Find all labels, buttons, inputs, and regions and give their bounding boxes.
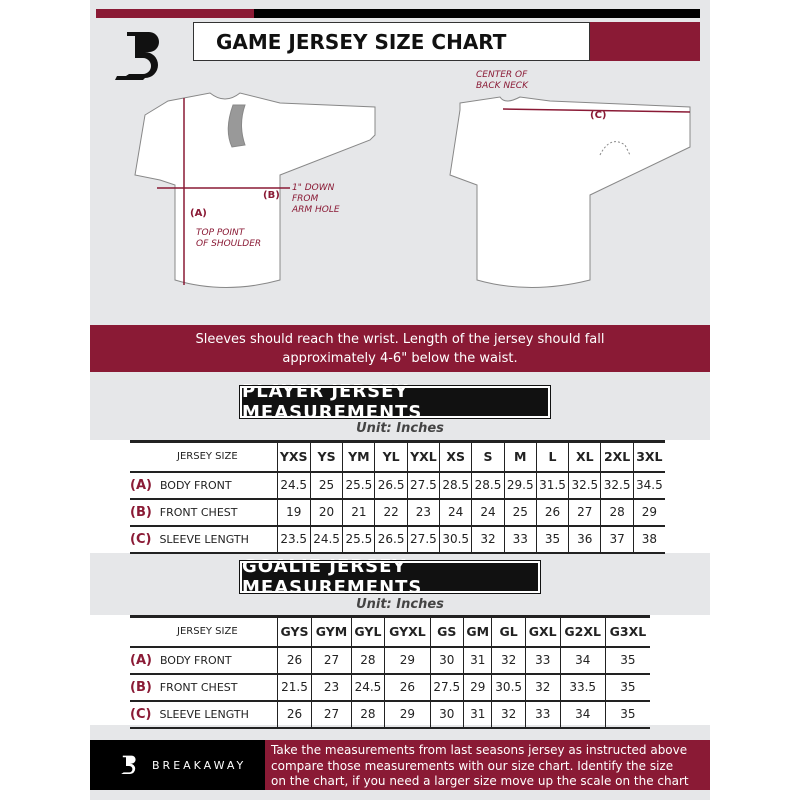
fit-guidance-banner: [90, 325, 710, 372]
size-header: YM: [343, 442, 375, 472]
size-header: 2XL: [601, 442, 633, 472]
footer-line: Take the measurements from last seasons jersey as instructed above: [271, 743, 688, 757]
table-cell: 37: [601, 526, 633, 553]
table-cell: 24: [440, 499, 472, 526]
table-cell: 31: [463, 701, 492, 728]
table-cell: 28: [351, 647, 385, 674]
table-cell: 33: [525, 701, 560, 728]
table-cell: 33: [525, 647, 560, 674]
size-header: XS: [440, 442, 472, 472]
footer-line: on the chart, if you need a larger size move up the scale on the chart: [271, 774, 689, 788]
size-header: GYM: [312, 617, 351, 647]
table-cell: 30: [430, 701, 463, 728]
goalie-unit: Unit: Inches: [356, 597, 444, 612]
table-row: [130, 526, 665, 553]
top-point-label: [196, 228, 261, 250]
page-title: GAME JERSEY SIZE CHART: [193, 22, 590, 61]
table-cell: 36: [569, 526, 601, 553]
table-cell: 32.5: [601, 472, 633, 499]
size-header: S: [472, 442, 504, 472]
size-header: GL: [492, 617, 525, 647]
size-header: M: [504, 442, 536, 472]
size-header: GYL: [351, 617, 385, 647]
table-cell: 33: [504, 526, 536, 553]
footer-brand-name: BREAKAWAY: [152, 758, 247, 772]
table-row: [130, 674, 650, 701]
table-cell: 25: [310, 472, 342, 499]
table-cell: 35: [536, 526, 568, 553]
table-cell: 26: [536, 499, 568, 526]
center-back-neck-label: [476, 70, 528, 92]
size-header: YXL: [407, 442, 439, 472]
table-cell: 25.5: [343, 472, 375, 499]
label-c: (C): [590, 110, 607, 121]
table-cell: 34: [560, 647, 605, 674]
table-cell: 26: [277, 647, 312, 674]
row-key: (A): [130, 652, 152, 668]
table-cell: 21: [343, 499, 375, 526]
footer-instructions: [265, 740, 710, 790]
table-cell: 34: [560, 701, 605, 728]
table-cell: 26: [385, 674, 430, 701]
table-cell: 30.5: [492, 674, 525, 701]
row-label: [130, 647, 277, 674]
table-cell: 24: [472, 499, 504, 526]
table-cell: 35: [605, 701, 650, 728]
row-key: (A): [130, 477, 152, 493]
table-header-row: [130, 442, 665, 472]
label-a: (A): [190, 208, 207, 219]
row-label: [130, 499, 277, 526]
player-section-title: PLAYER JERSEY MEASUREMENTS: [240, 386, 550, 418]
table-cell: 27.5: [430, 674, 463, 701]
size-header: 3XL: [633, 442, 665, 472]
banner-line: approximately 4-6" below the waist.: [282, 351, 518, 366]
row-key: (B): [130, 504, 152, 520]
table-cell: 35: [605, 674, 650, 701]
table-cell: 31: [463, 647, 492, 674]
table-row: [130, 701, 650, 728]
header-label: JERSEY SIZE: [177, 626, 238, 638]
player-unit: Unit: Inches: [356, 421, 444, 436]
table-cell: 26.5: [375, 526, 407, 553]
table-cell: 33.5: [560, 674, 605, 701]
table-cell: 24.5: [277, 472, 310, 499]
table-cell: 34.5: [633, 472, 665, 499]
top-bar-maroon: [96, 9, 254, 18]
size-header: G3XL: [605, 617, 650, 647]
row-name: SLEEVE LENGTH: [159, 532, 249, 546]
row-key: (C): [130, 531, 152, 547]
table-cell: 38: [633, 526, 665, 553]
table-row: [130, 499, 665, 526]
table-cell: 24.5: [310, 526, 342, 553]
size-header: G2XL: [560, 617, 605, 647]
table-cell: 30.5: [440, 526, 472, 553]
size-header: GXL: [525, 617, 560, 647]
player-size-table: [130, 440, 665, 554]
row-key: (B): [130, 679, 152, 695]
label-line: TOP POINT: [196, 228, 245, 238]
title-accent: [590, 22, 700, 61]
row-key: (C): [130, 706, 152, 722]
table-cell: 27.5: [407, 526, 439, 553]
table-cell: 23.5: [277, 526, 310, 553]
label-line: OF SHOULDER: [196, 239, 262, 249]
size-header: GYXL: [385, 617, 430, 647]
table-row: [130, 472, 665, 499]
goalie-size-table: [130, 615, 650, 729]
table-cell: 31.5: [536, 472, 568, 499]
table-cell: 28.5: [472, 472, 504, 499]
table-cell: 28: [601, 499, 633, 526]
table-cell: 32: [472, 526, 504, 553]
table-cell: 23: [312, 674, 351, 701]
table-cell: 32: [492, 701, 525, 728]
label-line: FROM: [292, 194, 319, 204]
header-label: JERSEY SIZE: [177, 451, 238, 463]
table-cell: 19: [277, 499, 310, 526]
size-header: YXS: [277, 442, 310, 472]
size-header: YS: [310, 442, 342, 472]
size-header: GM: [463, 617, 492, 647]
table-cell: 32: [525, 674, 560, 701]
table-cell: 29: [633, 499, 665, 526]
table-cell: 22: [375, 499, 407, 526]
row-name: SLEEVE LENGTH: [159, 707, 249, 721]
table-cell: 29.5: [504, 472, 536, 499]
row-name: BODY FRONT: [159, 478, 232, 492]
footer-logo: [118, 752, 140, 778]
table-cell: 32.5: [569, 472, 601, 499]
table-cell: 28: [351, 701, 385, 728]
brand-logo: [115, 28, 170, 87]
size-header: L: [536, 442, 568, 472]
row-name: BODY FRONT: [159, 653, 232, 667]
size-header: GS: [430, 617, 463, 647]
label-b: (B): [263, 190, 280, 201]
size-header: XL: [569, 442, 601, 472]
row-label: [130, 472, 277, 499]
table-cell: 28.5: [440, 472, 472, 499]
size-header: GYS: [277, 617, 312, 647]
label-line: ARM HOLE: [292, 205, 340, 215]
label-line: CENTER OF: [476, 70, 528, 80]
table-cell: 30: [430, 647, 463, 674]
table-cell: 35: [605, 647, 650, 674]
table-cell: 27: [312, 701, 351, 728]
row-label: [130, 526, 277, 553]
table-cell: 20: [310, 499, 342, 526]
footer-brand: [90, 740, 265, 790]
table-row: [130, 647, 650, 674]
table-cell: 25: [504, 499, 536, 526]
table-cell: 26.5: [375, 472, 407, 499]
row-name: FRONT CHEST: [159, 680, 238, 694]
table-cell: 27: [569, 499, 601, 526]
table-cell: 27: [312, 647, 351, 674]
jersey-diagram: [130, 85, 710, 305]
label-line: BACK NECK: [476, 81, 528, 91]
row-name: FRONT CHEST: [159, 505, 238, 519]
table-cell: 23: [407, 499, 439, 526]
top-bar-black: [254, 9, 700, 18]
table-cell: 29: [463, 674, 492, 701]
banner-line: Sleeves should reach the wrist. Length of the jersey should fall: [195, 332, 605, 347]
table-cell: 24.5: [351, 674, 385, 701]
table-header-row: [130, 617, 650, 647]
row-label: [130, 701, 277, 728]
arm-hole-label: [292, 183, 340, 216]
table-cell: 21.5: [277, 674, 312, 701]
table-cell: 25.5: [343, 526, 375, 553]
size-header: YL: [375, 442, 407, 472]
table-cell: 26: [277, 701, 312, 728]
goalie-section-title: GOALIE JERSEY MEASUREMENTS: [240, 561, 540, 593]
footer-line: compare those measurements with our size chart. Identify the size: [271, 758, 674, 773]
label-line: 1" DOWN: [292, 183, 335, 193]
table-cell: 29: [385, 701, 430, 728]
table-cell: 27.5: [407, 472, 439, 499]
row-label: [130, 674, 277, 701]
table-cell: 29: [385, 647, 430, 674]
table-cell: 32: [492, 647, 525, 674]
